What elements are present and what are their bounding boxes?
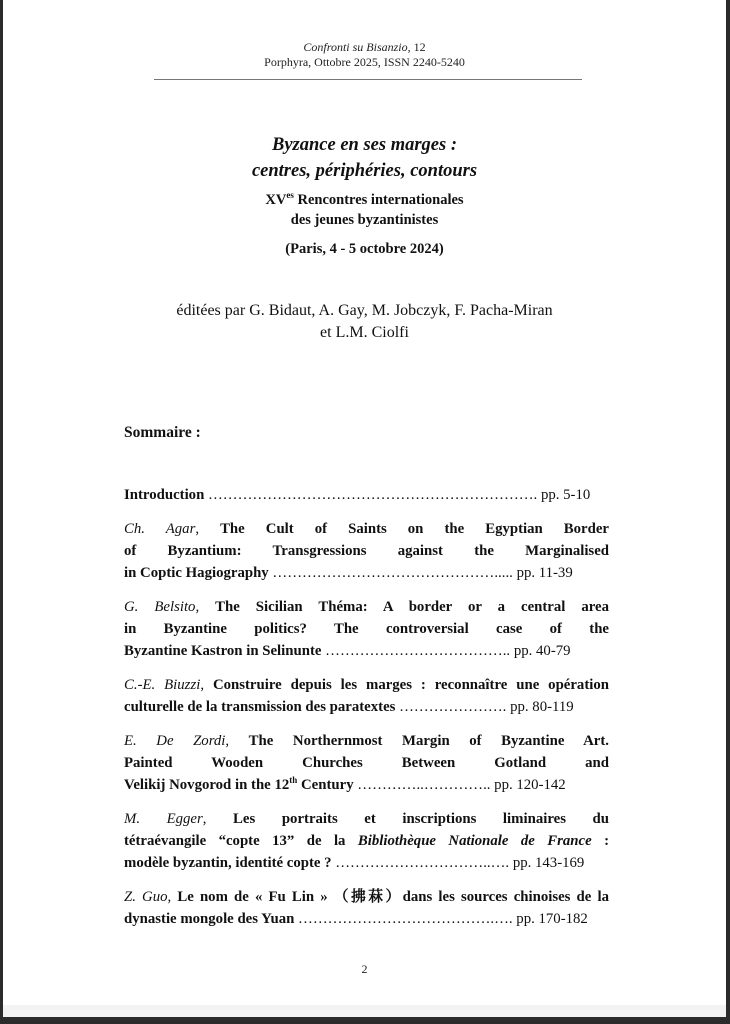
toc-pages: pp. 120-142: [494, 777, 566, 793]
toc-pages: pp. 170-182: [516, 911, 588, 927]
toc-title-line: [124, 833, 609, 849]
toc-title-line: Construire depuis les marges : reconnaître une opération: [212, 677, 609, 693]
toc-title-line: Le nom de « Fu Lin » （拂菻）dans les sources chinoises de la: [177, 889, 609, 905]
toc-title-fragment: tétraévangile “copte 13” de la: [124, 833, 358, 849]
toc-pages: pp. 11-39: [516, 565, 573, 581]
editors: [3, 300, 726, 344]
toc-leader: …………..…………..: [353, 777, 495, 793]
toc-leader: ………………………………..: [321, 643, 514, 659]
toc-author: M. Egger: [124, 811, 203, 827]
journal-number: , 12: [407, 40, 426, 54]
subtitle-prefix: XV: [265, 192, 287, 208]
journal-title: Confronti su Bisanzio: [303, 40, 408, 54]
toc-title-fragment: Velikij Novgorod in the 12: [124, 777, 290, 793]
subtitle-sup: es: [286, 190, 294, 200]
running-header: [3, 40, 726, 70]
toc-author: E. De Zordi: [124, 733, 226, 749]
toc-leader: …………………………..….: [331, 855, 513, 871]
page-number: 2: [361, 962, 368, 976]
toc-entry-belsito[interactable]: G. Belsito, The Sicilian Théma: A border or a central area in Byzantine politics? The controversial case of the Byzantine Kastron in Selinunte ……………………………….. pp. 40-79: [124, 599, 610, 659]
toc-author: C.-E. Biuzzi: [124, 677, 201, 693]
toc-pages: pp. 80-119: [510, 699, 574, 715]
toc-title-line: dynastie mongole des Yuan: [124, 911, 295, 927]
toc-title-line: Painted Wooden Churches Between Gotland and: [124, 755, 609, 771]
toc-title-line: Les portraits et inscriptions liminaires du: [233, 811, 609, 827]
title-block: [3, 132, 726, 259]
editors-line-1: éditées par G. Bidaut, A. Gay, M. Jobczyk, F. Pacha-Miran: [176, 302, 553, 319]
toc-author: G. Belsito: [124, 599, 196, 615]
subtitle-line-2: des jeunes byzantinistes: [290, 212, 439, 228]
toc-pages: pp. 40-79: [513, 643, 571, 659]
toc-title-line: The Sicilian Théma: A border or a central area: [215, 599, 610, 615]
toc-pages: pp. 143-169: [512, 855, 585, 871]
subtitle: [3, 190, 726, 230]
toc-title-fragment: :: [591, 833, 609, 849]
toc-title-line: The Cult of Saints on the Egyptian Border: [220, 521, 609, 537]
editors-line-2: et L.M. Ciolfi: [320, 324, 409, 341]
toc-leader: ………………………………………………………….: [204, 487, 541, 503]
toc-leader: ……………………………………….....: [268, 565, 517, 581]
toc-entry-de-zordi[interactable]: E. De Zordi, The Northernmost Margin of Byzantine Art. Painted Wooden Churches Between Gotland and Velikij Novgorod in the 12th Century …………..………….. pp. 120-142: [124, 733, 609, 793]
toc-title-line: culturelle de la transmission des paratextes: [124, 699, 396, 715]
journal-line: [3, 40, 726, 55]
toc-title-line: of Byzantium: Transgressions against the Marginalised: [124, 543, 609, 559]
sommaire-heading: Sommaire :: [124, 424, 201, 441]
conference-dates: (Paris, 4 - 5 octobre 2024): [285, 241, 444, 257]
toc-title-line: Byzantine Kastron in Selinunte: [124, 643, 322, 659]
toc-leader: ………………….: [395, 699, 511, 715]
toc-title-line: in Coptic Hagiography: [124, 565, 269, 581]
toc-title-line: modèle byzantin, identité copte ?: [124, 855, 332, 871]
toc-entry-agar[interactable]: Ch. Agar, The Cult of Saints on the Egyptian Border of Byzantium: Transgressions against the Marginalised in Coptic Hagiography ………………………………………..... pp. 11-39: [124, 521, 609, 581]
toc-title-fragment: Century: [297, 777, 354, 793]
toc-title-line: [124, 777, 354, 793]
toc-title-line: The Northernmost Margin of Byzantine Art.: [248, 733, 609, 749]
toc-pages: pp. 5-10: [540, 487, 591, 503]
toc-author: Ch. Agar: [124, 521, 196, 537]
header-rule: [154, 79, 582, 80]
toc-title-line: in Byzantine politics? The controversial case of the: [124, 621, 609, 637]
toc-author: Z. Guo: [124, 889, 168, 905]
page-bottom-band: [3, 1005, 726, 1017]
toc-title-italic: Bibliothèque Nationale de France: [357, 833, 592, 849]
publication-line: Porphyra, Ottobre 2025, ISSN 2240-5240: [264, 55, 465, 69]
toc-leader: ………………………………….….: [294, 911, 517, 927]
toc-entry-egger[interactable]: M. Egger, Les portraits et inscriptions liminaires du tétraévangile “copte 13” de la Bibliothèque Nationale de France : modèle byzantin, identité copte ? …………………………..…. pp. 143-169: [124, 811, 609, 871]
toc-entry-introduction[interactable]: [124, 484, 609, 506]
title-line-1: Byzance en ses marges :: [272, 135, 457, 155]
subtitle-rest: Rencontres internationales: [293, 192, 464, 208]
document-page: [3, 0, 726, 1017]
toc-title-sup: th: [289, 775, 298, 785]
toc-title: Introduction: [124, 487, 205, 503]
toc-entry-guo[interactable]: Z. Guo, Le nom de « Fu Lin » （拂菻）dans les sources chinoises de la dynastie mongole des Yuan ………………………………….…. pp. 170-182: [124, 889, 609, 927]
title-line-2: centres, périphéries, contours: [251, 161, 478, 181]
toc-entry-biuzzi[interactable]: C.-E. Biuzzi, Construire depuis les marges : reconnaître une opération culturelle de la transmission des paratextes …………………. pp. 80-119: [124, 677, 609, 715]
table-of-contents: [124, 484, 609, 942]
